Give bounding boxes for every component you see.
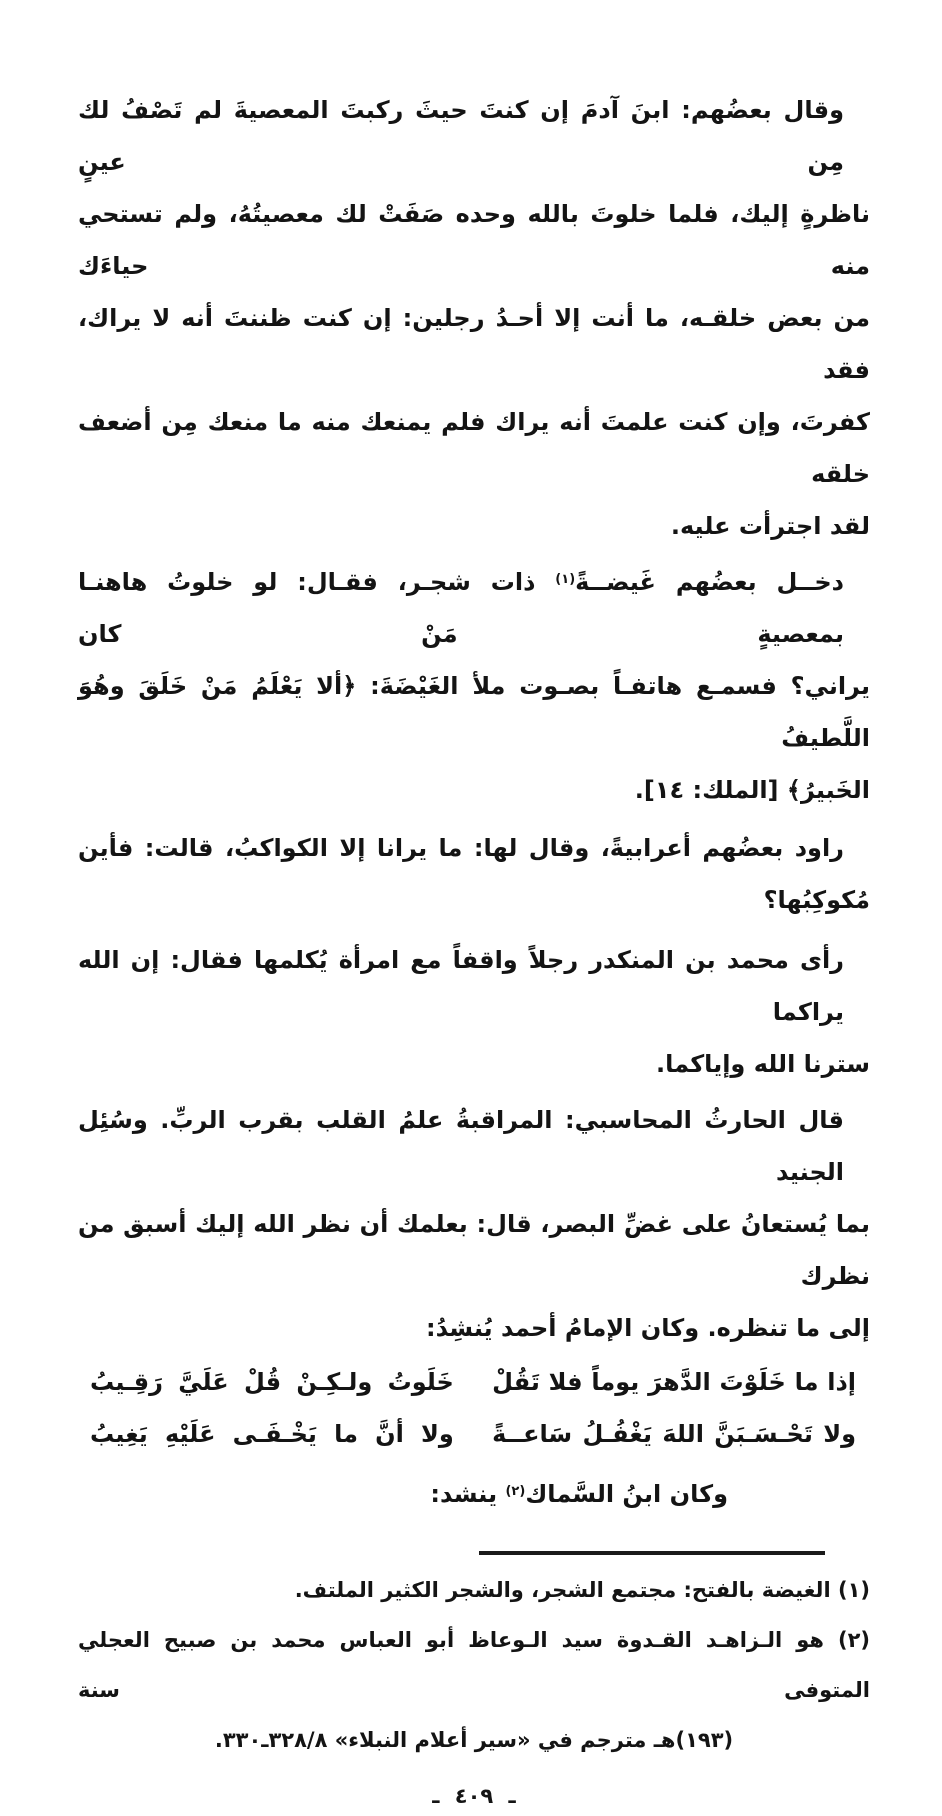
footnote-marker-2: (٢) [505, 1484, 526, 1499]
page-number: ـ ٤٠٩ ـ [432, 1784, 516, 1808]
body-line: رأى محمد بن المنكدر رجلاً واقفاً مع امرأة يُكلمها فقال: إن الله يراكما [78, 946, 844, 1026]
body-line-quran-reference: الخَبيرُ﴾ [الملك: ١٤]. [634, 776, 870, 804]
body-line: بما يُستعانُ على غضِّ البصر، قال: بعلمك أن نظر الله إليك أسبق من نظرك [78, 1210, 870, 1290]
poem-intro-line [78, 1468, 870, 1520]
poem-verse-2 [90, 1408, 856, 1460]
body-line: إلى ما تنظره. وكان الإمامُ أحمد يُنشِدُ: [425, 1314, 870, 1342]
paragraph-1 [78, 84, 870, 552]
paragraph-3 [78, 822, 870, 926]
hemistich-right: إذا ما خَلَوْتَ الدَّهرَ يوماً فلا تَقُلْ [492, 1368, 856, 1396]
footnote-marker-1: (١) [555, 572, 576, 587]
body-line: راود بعضُهم أعرابيةً، وقال لها: ما يرانا إلا الكواكبُ، قالت: فأين [78, 834, 844, 862]
paragraph-4 [78, 934, 870, 1090]
body-line: كفرتَ، وإن كنت علمتَ أنه يراك فلم يمنعك منه ما منعك مِن أضعف خلقه [78, 408, 870, 488]
body-line: قال الحارثُ المحاسبي: المراقبةُ علمُ القلب بقرب الربِّ. وسُئِل الجنيد [78, 1106, 844, 1186]
footnote-1: (١) الغيضة بالفتح: مجتمع الشجر، والشجر الكثير الملتف. [294, 1578, 870, 1602]
body-text-segment: ينشد: [430, 1480, 506, 1508]
body-line: لقد اجترأت عليه. [670, 512, 870, 540]
body-line-quran-quote: يراني؟ فسمـع هاتفـاً بصـوت ملأ الغَيْضَةَ: ﴿ألا يَعْلَمُ مَنْ خَلَقَ وهُوَ اللَّطيفُ [78, 672, 870, 752]
paragraph-2 [78, 556, 870, 816]
hemistich-right: ولا تَحْـسَـبَنَّ اللهَ يَغْفُـلُ سَاعــةً [492, 1420, 856, 1448]
footnotes-block [78, 1565, 870, 1765]
body-line: وقال بعضُهم: ابنَ آدمَ إن كنتَ حيثَ ركبتَ المعصيةَ لم تَصْفُ لك مِن عينٍ [78, 96, 844, 176]
poem-block [78, 1356, 870, 1460]
hemistich-left: خَلَوتُ ولـكِـنْ قُلْ عَلَيَّ رَقِـيبُ [90, 1368, 454, 1396]
footnote-2-line-1: (٢) هو الـزاهـد القـدوة سيد الـوعاظ أبو العباس محمد بن صبيح العجلي المتوفى سنة [78, 1628, 870, 1702]
poem-verse-1 [90, 1356, 856, 1408]
body-line: مُكوكِبُها؟ [763, 886, 870, 914]
body-line: من بعض خلقـه، ما أنت إلا أحـدُ رجلين: إن كنت ظننتَ أنه لا يراك، فقد [78, 304, 870, 384]
main-text-block [78, 84, 870, 1520]
body-text-segment: ذات شجـر، فقـال: لو خلوتُ هاهنـا بمعصيةٍ مَنْ كان [78, 568, 844, 648]
paragraph-5 [78, 1094, 870, 1354]
footnote-2-line-2: (١٩٣)هـ مترجم في «سير أعلام النبلاء» ٣٢٨/٨ـ٣٣٠. [214, 1728, 734, 1752]
body-text-segment: دخــل بعضُهم غَيضــةً [575, 568, 844, 596]
body-text-segment: وكان ابنُ السَّماك [525, 1480, 728, 1508]
body-line: سترنا الله وإياكما. [656, 1050, 870, 1078]
body-line: ناظرةٍ إليك، فلما خلوتَ بالله وحده صَفَتْ لك معصيتُهُ، ولم تستحي منه حياءَك [78, 200, 870, 280]
body-line [78, 556, 870, 660]
hemistich-left: ولا أنَّ ما يَخْـفَـى عَلَيْهِ يَغِيبُ [90, 1420, 454, 1448]
footnote-divider-rule [479, 1551, 825, 1555]
